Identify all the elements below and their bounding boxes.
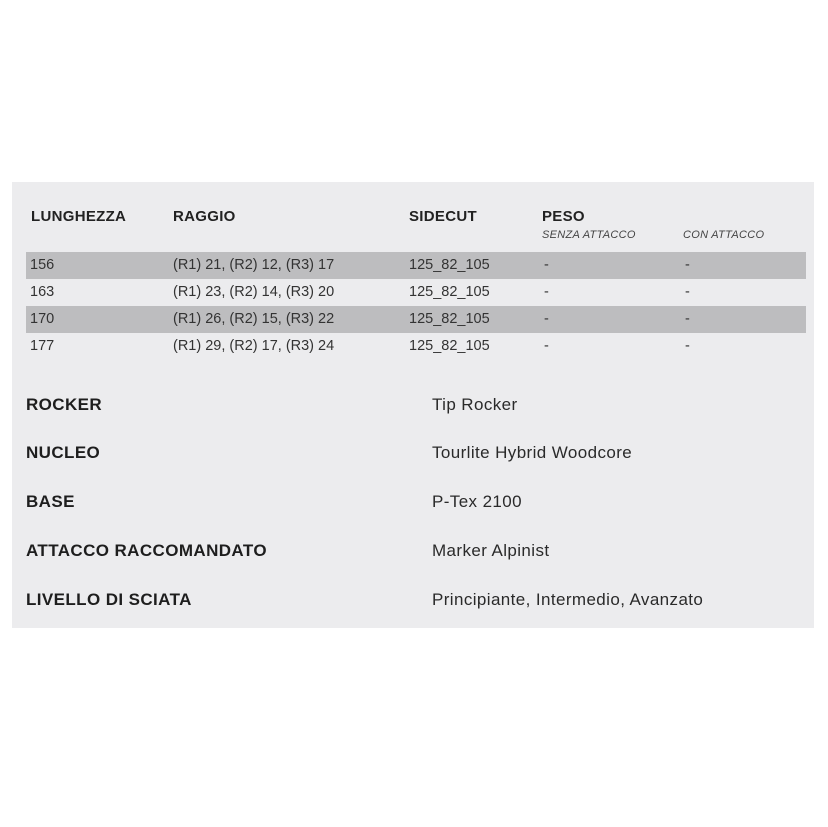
- cell-weight-with: -: [685, 338, 690, 354]
- spec-label-rocker: ROCKER: [26, 395, 103, 414]
- cell-radius: (R1) 23, (R2) 14, (R3) 20: [173, 284, 335, 300]
- spec-value-core: Tourlite Hybrid Woodcore: [432, 443, 633, 462]
- table-row: [26, 306, 806, 333]
- cell-weight-without: -: [544, 338, 549, 354]
- cell-weight-with: -: [685, 311, 690, 327]
- header-weight: PESO: [542, 208, 585, 225]
- header-length: LUNGHEZZA: [31, 208, 127, 225]
- cell-radius: (R1) 26, (R2) 15, (R3) 22: [173, 311, 335, 327]
- header-sidecut: SIDECUT: [409, 208, 477, 225]
- spec-label-binding: ATTACCO RACCOMANDATO: [26, 541, 267, 560]
- cell-length: 163: [30, 284, 55, 300]
- spec-value-base: P-Tex 2100: [432, 492, 522, 511]
- cell-weight-without: -: [544, 284, 549, 300]
- spec-label-skill-level: LIVELLO DI SCIATA: [26, 590, 192, 609]
- cell-sidecut: 125_82_105: [409, 311, 490, 327]
- cell-weight-without: -: [544, 257, 549, 273]
- cell-length: 156: [30, 257, 55, 273]
- spec-value-rocker: Tip Rocker: [432, 395, 518, 414]
- cell-radius: (R1) 29, (R2) 17, (R3) 24: [173, 338, 335, 354]
- cell-sidecut: 125_82_105: [409, 257, 490, 273]
- cell-radius: (R1) 21, (R2) 12, (R3) 17: [173, 257, 335, 273]
- spec-value-skill-level: Principiante, Intermedio, Avanzato: [432, 590, 704, 609]
- cell-length: 170: [30, 311, 55, 327]
- spec-value-binding: Marker Alpinist: [432, 541, 550, 560]
- header-weight-with-binding: CON ATTACCO: [683, 229, 765, 241]
- cell-length: 177: [30, 338, 55, 354]
- table-row: [26, 279, 806, 306]
- header-radius: RAGGIO: [173, 208, 236, 225]
- cell-weight-with: -: [685, 284, 690, 300]
- cell-weight-without: -: [544, 311, 549, 327]
- spec-label-base: BASE: [26, 492, 75, 511]
- table-row: [26, 252, 806, 279]
- header-weight-without-binding: SENZA ATTACCO: [542, 229, 636, 241]
- cell-sidecut: 125_82_105: [409, 284, 490, 300]
- cell-sidecut: 125_82_105: [409, 338, 490, 354]
- spec-panel: [12, 182, 814, 628]
- table-row: [26, 333, 806, 360]
- spec-label-core: NUCLEO: [26, 443, 101, 462]
- cell-weight-with: -: [685, 257, 690, 273]
